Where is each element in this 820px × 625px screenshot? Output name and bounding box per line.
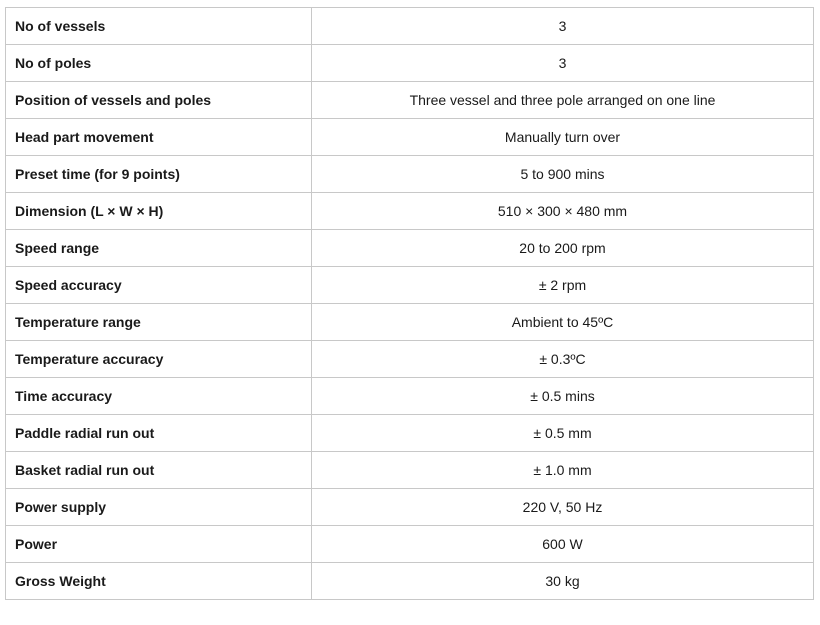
table-row <box>6 526 814 563</box>
spec-label: Power supply <box>6 489 312 526</box>
spec-label: Dimension (L × W × H) <box>6 193 312 230</box>
table-row <box>6 489 814 526</box>
spec-value: ± 2 rpm <box>312 267 814 304</box>
spec-value: 510 × 300 × 480 mm <box>312 193 814 230</box>
spec-label: Preset time (for 9 points) <box>6 156 312 193</box>
spec-label: Head part movement <box>6 119 312 156</box>
spec-label: Gross Weight <box>6 563 312 600</box>
table-row <box>6 82 814 119</box>
spec-value: Manually turn over <box>312 119 814 156</box>
spec-value: Ambient to 45ºC <box>312 304 814 341</box>
spec-value: 3 <box>312 8 814 45</box>
spec-label: Basket radial run out <box>6 452 312 489</box>
spec-label: No of poles <box>6 45 312 82</box>
table-row <box>6 415 814 452</box>
table-row <box>6 8 814 45</box>
table-row <box>6 378 814 415</box>
spec-value: 5 to 900 mins <box>312 156 814 193</box>
table-row <box>6 119 814 156</box>
spec-value: 20 to 200 rpm <box>312 230 814 267</box>
table-row <box>6 304 814 341</box>
spec-label: Paddle radial run out <box>6 415 312 452</box>
specifications-table <box>5 7 814 600</box>
table-row <box>6 341 814 378</box>
table-row <box>6 230 814 267</box>
spec-label: Position of vessels and poles <box>6 82 312 119</box>
table-row <box>6 45 814 82</box>
table-row <box>6 563 814 600</box>
spec-label: Speed accuracy <box>6 267 312 304</box>
table-row <box>6 452 814 489</box>
table-row <box>6 156 814 193</box>
spec-label: Temperature range <box>6 304 312 341</box>
spec-value: 220 V, 50 Hz <box>312 489 814 526</box>
spec-value: 30 kg <box>312 563 814 600</box>
spec-value: ± 0.3ºC <box>312 341 814 378</box>
spec-value: ± 0.5 mm <box>312 415 814 452</box>
spec-label: Temperature accuracy <box>6 341 312 378</box>
spec-label: Time accuracy <box>6 378 312 415</box>
spec-value: 3 <box>312 45 814 82</box>
spec-value: Three vessel and three pole arranged on one line <box>312 82 814 119</box>
spec-value: 600 W <box>312 526 814 563</box>
spec-label: No of vessels <box>6 8 312 45</box>
spec-value: ± 1.0 mm <box>312 452 814 489</box>
spec-label: Speed range <box>6 230 312 267</box>
spec-value: ± 0.5 mins <box>312 378 814 415</box>
table-row <box>6 193 814 230</box>
table-row <box>6 267 814 304</box>
spec-label: Power <box>6 526 312 563</box>
